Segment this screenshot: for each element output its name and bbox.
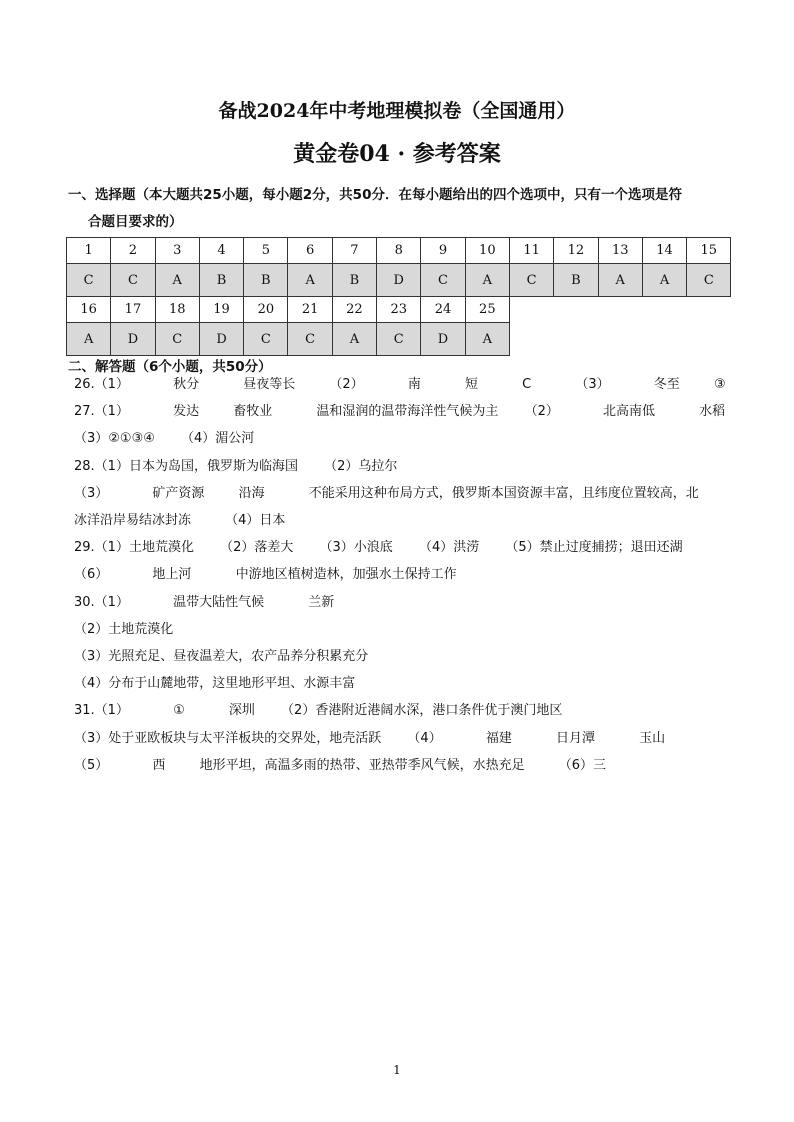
- answer-fragment: 地上河: [152, 567, 192, 582]
- answer-28-line2: [74, 482, 699, 501]
- answer-fragment: 南: [407, 377, 421, 392]
- question-number: 22: [332, 297, 376, 323]
- answer-fragment: （2）香港附近港阔水深，港口条件优于澳门地区: [281, 703, 563, 718]
- answer-fragment: （6）: [74, 567, 109, 582]
- answer-fragment: 昼夜等长: [243, 377, 296, 392]
- answer-fragment: （6）三: [558, 758, 607, 773]
- page-number: 1: [393, 1063, 401, 1077]
- answer-cell: C: [155, 323, 199, 356]
- question-number: 19: [199, 297, 243, 323]
- answer-fragment: 中游地区植树造林，加强水土保持工作: [235, 567, 457, 582]
- answer-fragment: 沿海: [238, 486, 265, 501]
- answer-fragment: （5）: [74, 758, 109, 773]
- question-number: 24: [421, 297, 465, 323]
- answer-fragment: 30.（1）: [74, 595, 129, 610]
- answer-cell: D: [377, 264, 421, 297]
- answer-row: [67, 264, 731, 297]
- answer-fragment: （2）: [329, 377, 364, 392]
- answer-fragment: 冰洋沿岸易结冰封冻: [74, 513, 192, 528]
- answer-row: [67, 323, 510, 356]
- answer-27-line1: [74, 400, 725, 419]
- question-number: 9: [421, 238, 465, 264]
- answer-cell: C: [377, 323, 421, 356]
- question-number: 20: [244, 297, 288, 323]
- question-number: 25: [465, 297, 509, 323]
- question-number: 14: [642, 238, 686, 264]
- answer-cell: A: [288, 264, 332, 297]
- page-subtitle: 黄金卷04 · 参考答案: [293, 141, 501, 167]
- question-number: 23: [377, 297, 421, 323]
- answer-cell: B: [199, 264, 243, 297]
- section2-heading: 二、解答题（6个小题，共50分）: [68, 359, 272, 375]
- answer-cell: C: [111, 264, 155, 297]
- answer-table-1: [66, 237, 731, 297]
- answer-31-line3: [74, 754, 606, 773]
- answer-fragment: （4）洪涝: [418, 540, 480, 555]
- answer-30-line4: （4）分布于山麓地带，这里地形平坦、水源丰富: [74, 676, 356, 691]
- question-number: 8: [377, 238, 421, 264]
- question-number: 12: [554, 238, 598, 264]
- question-number-row: [67, 297, 510, 323]
- answer-fragment: 畜牧业: [233, 404, 273, 419]
- answer-table-2: [66, 296, 510, 356]
- answer-fragment: （3）处于亚欧板块与太平洋板块的交界处，地壳活跃: [74, 731, 382, 746]
- answer-26: [74, 373, 726, 392]
- answer-cell: D: [421, 323, 465, 356]
- question-number: 6: [288, 238, 332, 264]
- question-number: 7: [332, 238, 376, 264]
- answer-cell: B: [554, 264, 598, 297]
- answer-30-line2: （2）土地荒漠化: [74, 622, 174, 637]
- answer-fragment: 温和湿润的温带海洋性气候为主: [316, 404, 499, 419]
- answer-fragment: 27.（1）: [74, 404, 129, 419]
- answer-fragment: 冬至: [653, 377, 680, 392]
- question-number: 5: [244, 238, 288, 264]
- answer-fragment: （2）乌拉尔: [324, 459, 398, 474]
- question-number: 1: [67, 238, 111, 264]
- answer-28-line3: [74, 509, 285, 528]
- answer-cell: B: [244, 264, 288, 297]
- question-number: 21: [288, 297, 332, 323]
- answer-29-line1: [74, 536, 683, 555]
- question-number: 4: [199, 238, 243, 264]
- answer-cell: A: [465, 323, 509, 356]
- question-number: 3: [155, 238, 199, 264]
- answer-fragment: （4）湄公河: [181, 431, 255, 446]
- question-number: 13: [598, 238, 642, 264]
- answer-fragment: 兰新: [308, 595, 335, 610]
- question-number: 11: [509, 238, 553, 264]
- answer-cell: C: [687, 264, 731, 297]
- answer-fragment: 北高南低: [602, 404, 655, 419]
- answer-fragment: （3）: [575, 377, 610, 392]
- answer-fragment: 31.（1）: [74, 703, 129, 718]
- answer-cell: A: [67, 323, 111, 356]
- answer-cell: A: [332, 323, 376, 356]
- section1-heading-line1: 一、选择题（本大题共25小题，每小题2分，共50分．在每小题给出的四个选项中，只有一个选项是符: [68, 187, 682, 203]
- answer-cell: A: [465, 264, 509, 297]
- answer-fragment: ①: [173, 703, 185, 718]
- answer-fragment: 矿产资源: [152, 486, 205, 501]
- answer-cell: C: [421, 264, 465, 297]
- answer-fragment: 不能采用这种布局方式，俄罗斯本国资源丰富，且纬度位置较高，北: [308, 486, 699, 501]
- answer-cell: A: [155, 264, 199, 297]
- answer-fragment: 秋分: [173, 377, 200, 392]
- answer-fragment: 28.（1）日本为岛国，俄罗斯为临海国: [74, 459, 298, 474]
- question-number: 15: [687, 238, 731, 264]
- answer-29-line2: [74, 563, 457, 582]
- answer-cell: A: [642, 264, 686, 297]
- answer-fragment: 玉山: [639, 731, 666, 746]
- answer-fragment: 29.（1）土地荒漠化: [74, 540, 194, 555]
- answer-31-line1: [74, 699, 562, 718]
- answer-fragment: 西: [152, 758, 166, 773]
- answer-fragment: 发达: [173, 404, 200, 419]
- section1-heading-line2: 合题目要求的）: [88, 214, 183, 230]
- answer-fragment: 水稻: [699, 404, 726, 419]
- page-title: 备战2024年中考地理模拟卷（全国通用）: [218, 100, 576, 122]
- answer-fragment: （2）: [524, 404, 559, 419]
- question-number: 10: [465, 238, 509, 264]
- answer-28-line1: [74, 455, 397, 474]
- answer-cell: D: [199, 323, 243, 356]
- answer-fragment: 地形平坦，高温多雨的热带、亚热带季风气候，水热充足: [199, 758, 525, 773]
- answer-fragment: C: [522, 377, 532, 392]
- answer-cell: C: [244, 323, 288, 356]
- answer-cell: A: [598, 264, 642, 297]
- answer-30-line3: （3）光照充足、昼夜温差大，农产品养分积累充分: [74, 649, 369, 664]
- answer-fragment: （3）: [74, 486, 109, 501]
- answer-fragment: （4）日本: [225, 513, 286, 528]
- question-number: 18: [155, 297, 199, 323]
- answer-fragment: （2）落差大: [220, 540, 294, 555]
- answer-fragment: ③: [713, 377, 726, 392]
- question-number: 17: [111, 297, 155, 323]
- answer-cell: C: [67, 264, 111, 297]
- answer-fragment: （5）禁止过度捕捞；退田还湖: [505, 540, 683, 555]
- answer-fragment: 短: [464, 377, 478, 392]
- answer-27-line2: [74, 427, 254, 446]
- answer-cell: C: [288, 323, 332, 356]
- answer-fragment: 深圳: [228, 703, 255, 718]
- answer-cell: C: [509, 264, 553, 297]
- answer-fragment: （3）小浪底: [319, 540, 393, 555]
- answer-fragment: 福建: [485, 731, 512, 746]
- answer-fragment: 日月潭: [556, 731, 596, 746]
- answer-fragment: （4）: [407, 731, 442, 746]
- answer-cell: D: [111, 323, 155, 356]
- answer-fragment: （3）②①③④: [74, 431, 155, 446]
- question-number: 2: [111, 238, 155, 264]
- answer-cell: B: [332, 264, 376, 297]
- answer-31-line2: [74, 727, 665, 746]
- answer-30-line1: [74, 591, 334, 610]
- answer-fragment: 26.（1）: [74, 377, 129, 392]
- question-number: 16: [67, 297, 111, 323]
- question-number-row: [67, 238, 731, 264]
- answer-fragment: 温带大陆性气候: [173, 595, 265, 610]
